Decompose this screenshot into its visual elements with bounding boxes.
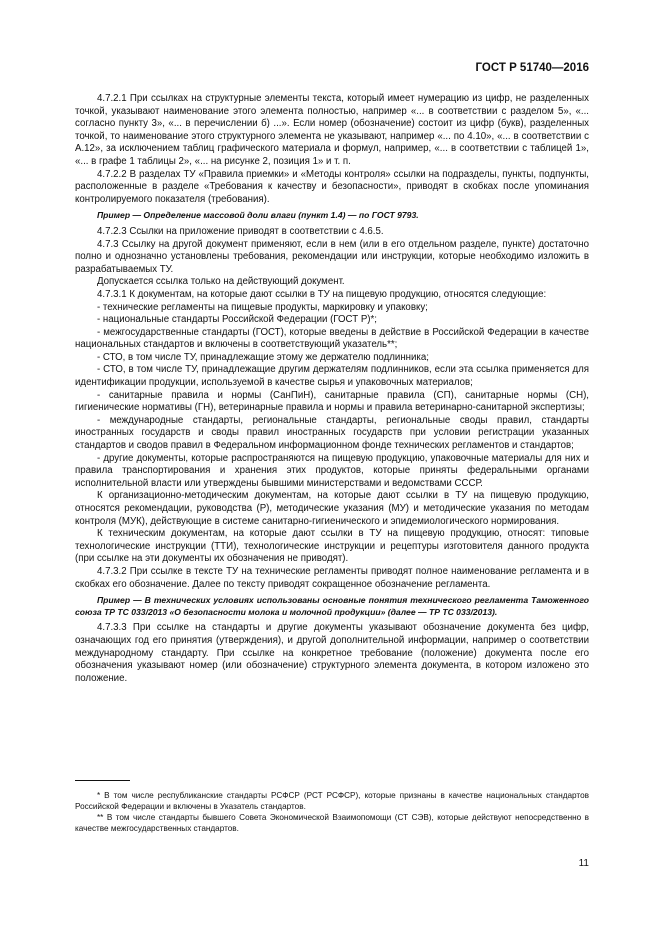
footnote-divider bbox=[75, 780, 130, 781]
list-item: - национальные стандарты Российской Федерации (ГОСТ Р)*; bbox=[97, 314, 377, 326]
list-item: - другие документы, которые распространяются на пищевую продукцию, упаковочные материалы для них и правила транспортирования и хранения этих продуктов, которые приняты федеральными органами исполнительной власти или утверждены бывшими министерствами и ведомствами СССР. bbox=[75, 452, 589, 489]
footnote-1: * В том числе республиканские стандарты РСФСР (РСТ РСФСР), которые признаны в качестве национальных стандартов Российской Федерации и включены в Указатель стандартов. bbox=[75, 791, 589, 811]
list-item: - СТО, в том числе ТУ, принадлежащие другим держателям подлинников, если эта ссылка применяется для идентификации продукции, используемой в качестве сырья и упаковочных материалов; bbox=[75, 364, 589, 389]
paragraph-4-7-3: 4.7.3 Ссылку на другой документ применяют, если в нем (или в его отдельном разделе, пункте) достаточно полно и однозначно установлены требования, рекомендации или инструкции, которые необходимо изложить в разрабатываемых ТУ. bbox=[75, 238, 589, 275]
list-item: - межгосударственные стандарты (ГОСТ), которые введены в действие в Российской Федерации в качестве национальных стандартов и включены в соответствующий указатель**; bbox=[75, 326, 589, 351]
list-item: - санитарные правила и нормы (СанПиН), санитарные правила (СП), санитарные нормы (СН), гигиенические нормативы (ГН), ветеринарные правила и нормы и правила ветеринарно-санитарной экспертизы; bbox=[75, 389, 589, 414]
paragraph-4-7-3-2: 4.7.3.2 При ссылке в тексте ТУ на технические регламенты приводят полное наименование регламента и в скобках его обозначение. Далее по тексту приводят сокращенное обозначение регламента. bbox=[75, 565, 589, 590]
paragraph-4-7-2-3: 4.7.2.3 Ссылки на приложение приводят в соответствии с 4.6.5. bbox=[97, 225, 384, 237]
paragraph-technical-docs: К техническим документам, на которые дают ссылки в ТУ на пищевую продукцию, относят: типовые технологические инструкции (ТТИ), технологические инструкции и рецептуры изготовителя данного продукта (при ссылке на эти документы их обозначения не приводят). bbox=[75, 528, 589, 565]
paragraph-org-method-docs: К организационно-методическим документам, на которые дают ссылки в ТУ на пищевую продукцию, относятся рекомендации, руководства (Р), методические указания (МУ) и методические указания по методам контроля (МУК), действующие в системе санитарно-гигиенического и эпидемиологического нормирования. bbox=[75, 490, 589, 527]
example-note: Пример — В технических условиях использованы основные понятия технического регламента Таможенного союза ТР ТС 033/2013 «О безопасности молока и молочной продукции» (далее — ТР ТС 033/2013). bbox=[75, 595, 589, 617]
document-header: ГОСТ Р 51740—2016 bbox=[475, 62, 589, 74]
document-body bbox=[75, 93, 589, 685]
list-item: - технические регламенты на пищевые продукты, маркировку и упаковку; bbox=[97, 301, 428, 313]
footnotes bbox=[75, 790, 589, 834]
paragraph-allowed-reference: Допускается ссылка только на действующий документ. bbox=[97, 276, 345, 288]
paragraph-4-7-2-2: 4.7.2.2 В разделах ТУ «Правила приемки» и «Методы контроля» ссылки на подразделы, пункты, подпункты, расположенные в разделе «Требования к качеству и безопасности», приводят в скобках после упоминания контролируемого показателя (требования). bbox=[75, 168, 589, 205]
page-number: 11 bbox=[578, 858, 589, 869]
list-item: - СТО, в том числе ТУ, принадлежащие этому же держателю подлинника; bbox=[97, 351, 429, 363]
example-note: Пример — Определение массовой доли влаги (пункт 1.4) — по ГОСТ 9793. bbox=[97, 210, 419, 221]
paragraph-4-7-3-3: 4.7.3.3 При ссылке на стандарты и другие документы указывают обозначение документа без цифр, означающих год его принятия (утверждения), и другой дополнительной информации, например о соответствии международному стандарту. При ссылке на конкретное требование (положение) документа после его обозначения указывают номер (или обозначение) структурного элемента документа, в котором изложено это положение. bbox=[75, 622, 589, 684]
list-item: - международные стандарты, региональные стандарты, региональные своды правил, стандарты иностранных государств и своды правил иностранных государств при условии регистрации указанных стандартов и сводов правил в Федеральном информационном фонде технических регламентов и стандартов; bbox=[75, 414, 589, 452]
footnote-2: ** В том числе стандарты бывшего Совета Экономической Взаимопомощи (СТ СЭВ), которые действуют непосредственно в качестве межгосударственных стандартов. bbox=[75, 813, 589, 833]
paragraph-4-7-3-1: 4.7.3.1 К документам, на которые дают ссылки в ТУ на пищевую продукцию, относятся следующие: bbox=[97, 288, 547, 300]
paragraph-4-7-2-1: 4.7.2.1 При ссылках на структурные элементы текста, который имеет нумерацию из цифр, не разделенных точкой, указывают наименование этого элемента полностью, например «... в соответствии с разделом 5», «... согласно пункту 3», «... в перечислении б) ...». Если номер (обозначение) состоит из цифр (букв), разделенных точкой, то наименование этого структурного элемента не указывают, например «... по 4.10», «... в соответствии с А.12», за исключением таблиц графического материала и формул, например, «... в соответствии с таблицей 1», «... в графе 1 таблицы 2», «... на рисунке 2, позиция 1» и т. п. bbox=[75, 93, 589, 167]
